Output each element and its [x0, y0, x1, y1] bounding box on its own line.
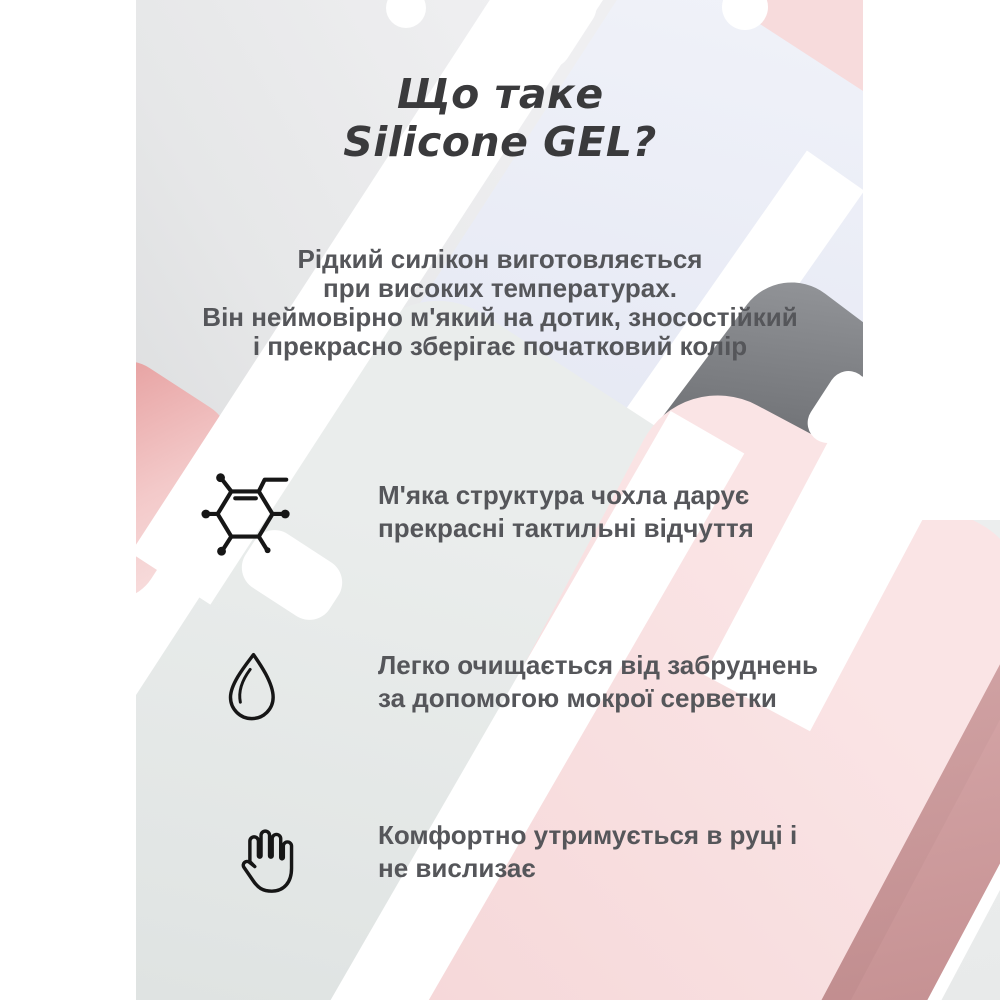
page-title	[0, 70, 1000, 166]
water-drop-icon	[210, 642, 292, 728]
feature-easy-clean	[378, 649, 818, 715]
hand-icon	[222, 812, 304, 908]
intro-line: і прекрасно зберігає початковий колір	[252, 331, 748, 361]
feature-line: М'яка структура чохла дарує	[378, 480, 750, 510]
feature-line: прекрасні тактильні відчуття	[378, 513, 754, 543]
molecule-icon	[198, 464, 298, 562]
feature-soft-structure	[378, 479, 754, 545]
intro-line: Рідкий силікон виготовляється	[297, 244, 703, 274]
feature-line: за допомогою мокрої серветки	[378, 683, 777, 713]
feature-comfort-grip	[378, 819, 797, 885]
title-line-2: Silicone GEL?	[343, 118, 657, 166]
feature-line: Легко очищається від забруднень	[378, 650, 819, 680]
intro-line: при високих температурах.	[323, 273, 677, 303]
intro-paragraph	[0, 245, 1000, 361]
title-line-1: Що таке	[396, 70, 604, 118]
feature-line: не вислизає	[378, 853, 536, 883]
intro-line: Він неймовірно м'який на дотик, зносостійкий	[202, 302, 798, 332]
feature-line: Комфортно утримується в руці і	[378, 820, 798, 850]
